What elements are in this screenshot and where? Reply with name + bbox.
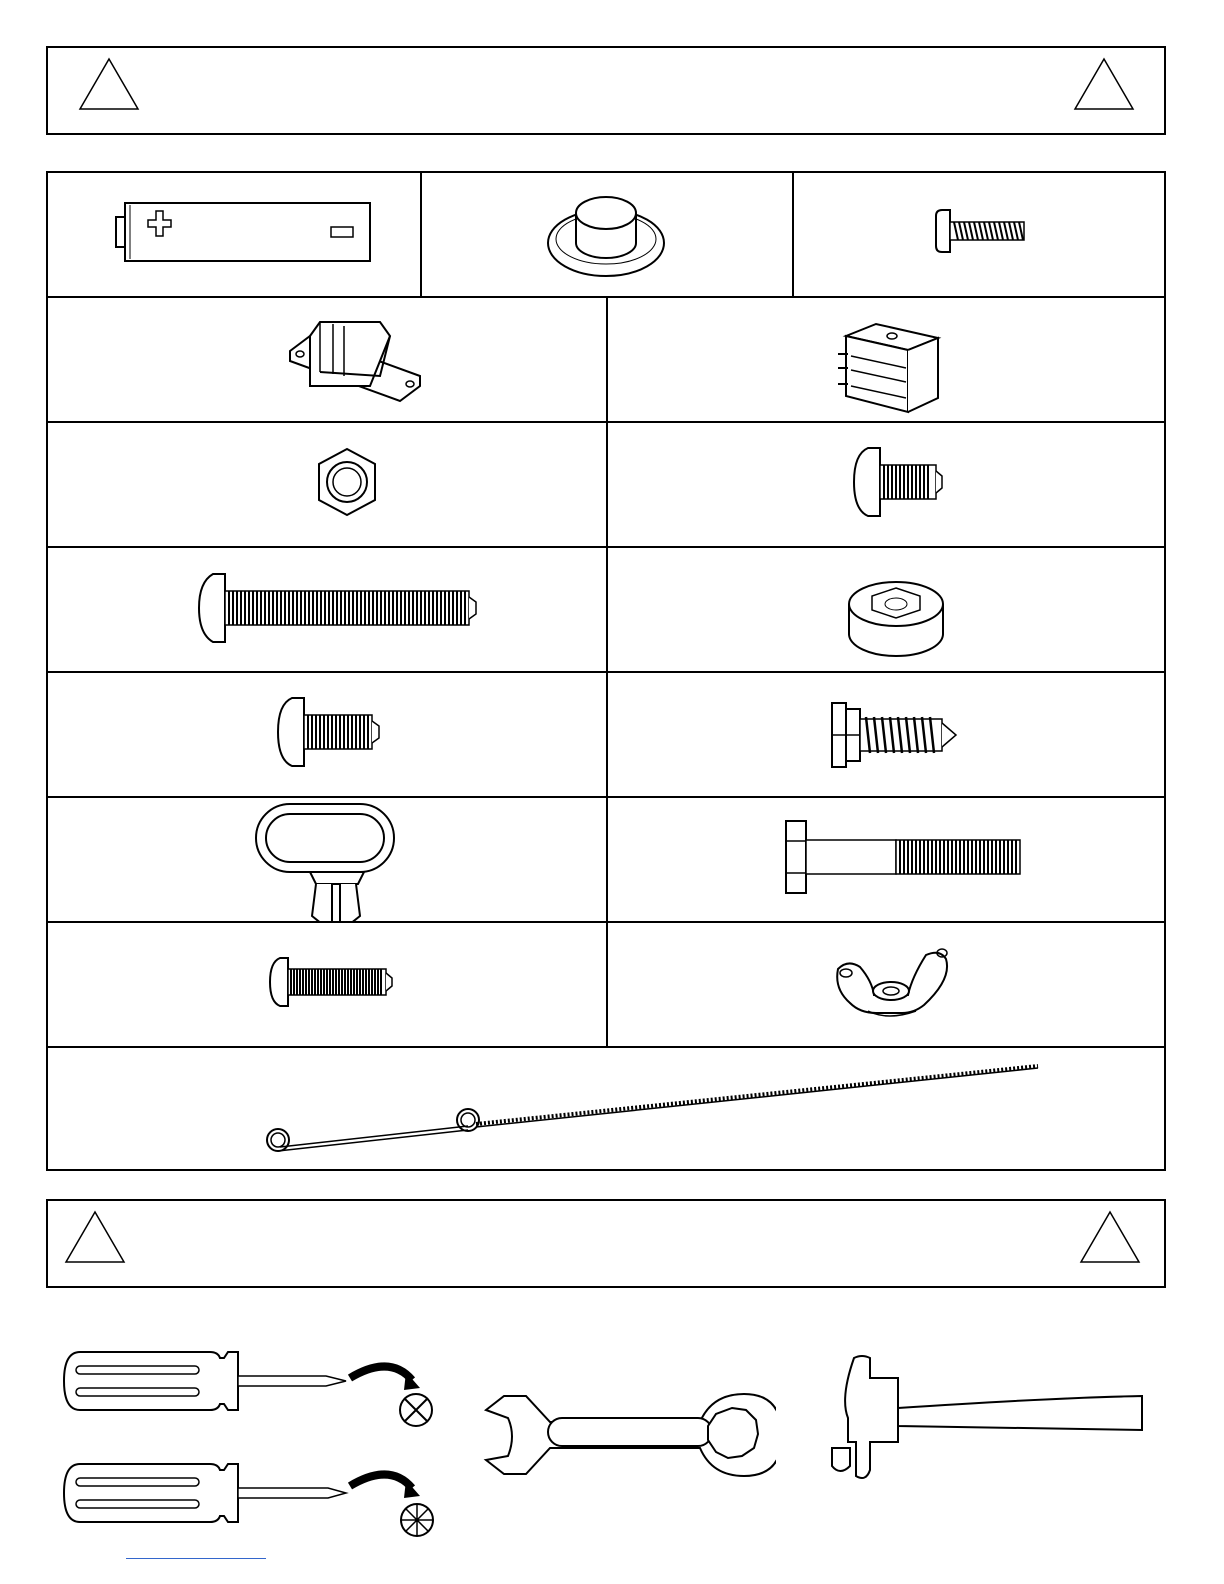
hex-screw-icon (606, 671, 1166, 796)
hardware-cell-magnetic-catch (48, 296, 608, 423)
hex-bolt-icon (606, 796, 1166, 921)
hammer-icon (818, 1350, 1158, 1490)
hardware-cell-battery (48, 173, 422, 298)
top-warning-banner (46, 46, 1166, 135)
screw-icon (48, 546, 606, 671)
hardware-cell-medium-screw (48, 671, 608, 798)
hardware-cell-fine-screw (48, 921, 608, 1048)
hardware-cell-short-screw (606, 421, 1166, 548)
wing-nut-icon (606, 921, 1166, 1046)
clip-nut-icon (606, 296, 1166, 421)
phillips-screwdriver-icon (60, 1338, 440, 1428)
flat-screwdriver-icon (60, 1450, 440, 1540)
hardware-cell-wing-nut (606, 921, 1166, 1048)
hardware-cell-key-pin (48, 796, 608, 923)
hardware-cell-small-screw (792, 173, 1166, 298)
tools-section (46, 1310, 1166, 1580)
hardware-cell-hex-washer-screw (606, 671, 1166, 798)
magnetic-catch-icon (48, 296, 606, 421)
hardware-cell-spring-rod (48, 1046, 1166, 1171)
hardware-cell-long-screw (48, 546, 608, 673)
sleeve-nut-icon (606, 546, 1166, 671)
hardware-cell-bumper-cap (420, 173, 794, 298)
wrench-icon (476, 1390, 776, 1480)
bumper-cap-icon (420, 173, 792, 296)
hardware-cell-hex-sleeve-nut (606, 546, 1166, 673)
tools-warning-banner (46, 1199, 1166, 1288)
key-pin-icon (48, 796, 606, 921)
battery-icon (48, 173, 420, 296)
warning-triangle-icon (64, 1209, 126, 1265)
warning-triangle-icon (1073, 56, 1135, 112)
hardware-grid (46, 171, 1166, 1171)
screw-icon (792, 173, 1166, 296)
footer-link-underline (126, 1558, 266, 1559)
screw-icon (48, 921, 606, 1046)
hardware-cell-clip-nut (606, 296, 1166, 423)
spring-rod-icon (48, 1046, 1164, 1169)
hardware-cell-hex-bolt (606, 796, 1166, 923)
hardware-cell-hex-nut (48, 421, 608, 548)
hex-nut-icon (48, 421, 606, 546)
screw-icon (48, 671, 606, 796)
warning-triangle-icon (1079, 1209, 1141, 1265)
screw-icon (606, 421, 1166, 546)
warning-triangle-icon (78, 56, 140, 112)
